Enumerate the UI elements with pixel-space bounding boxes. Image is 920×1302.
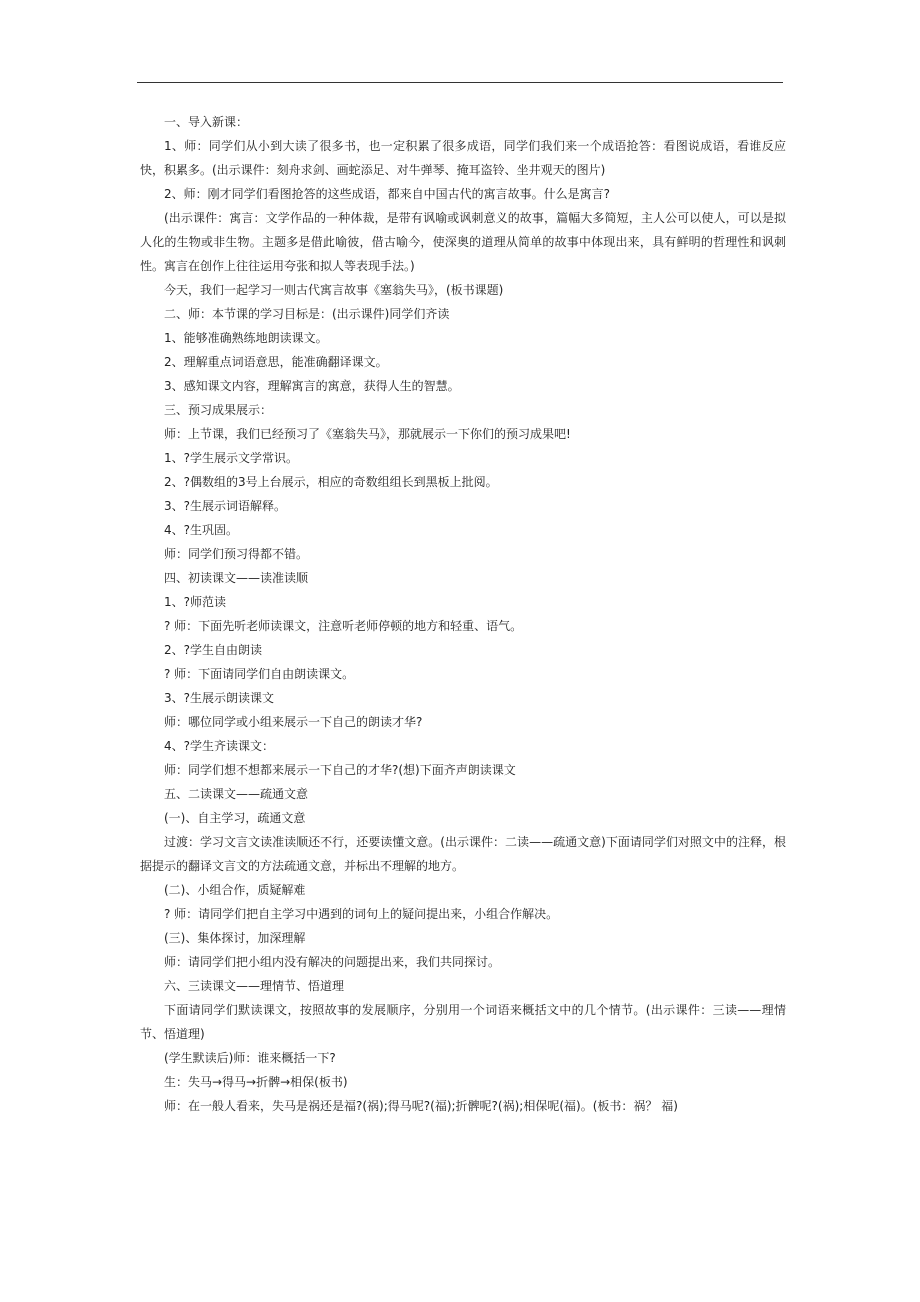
subsection-heading: (二)、小组合作，质疑解难	[164, 883, 306, 897]
paragraph: 2、师：刚才同学们看图抢答的这些成语，都来自中国古代的寓言故事。什么是寓言?	[164, 187, 611, 201]
paragraph: 过渡：学习文言文读准读顺还不行，还要读懂文意。(出示课件：二读——疏通文意)下面请同学们对照文中的注释，根据提示的翻译文言文的方法疏通文意，并标出不理解的地方。	[140, 835, 786, 873]
list-item: 2、理解重点词语意思，能准确翻译课文。	[164, 355, 388, 369]
document-body	[140, 110, 786, 1118]
paragraph: ? 师：下面请同学们自由朗读课文。	[164, 667, 355, 681]
paragraph: ? 师：下面先听老师读课文，注意听老师停顿的地方和轻重、语气。	[164, 619, 523, 633]
paragraph: 师：上节课，我们已经预习了《塞翁失马》，那就展示一下你们的预习成果吧!	[164, 427, 571, 441]
paragraph-section-5-heading: 五、二读课文——疏通文意	[164, 787, 309, 801]
paragraph: 下面请同学们默读课文，按照故事的发展顺序，分别用一个词语来概括文中的几个情节。(出示课件：三读——理情节、悟道理)	[140, 1003, 786, 1041]
header-rule	[137, 82, 783, 83]
paragraph-section-2-heading: 二、师：本节课的学习目标是：(出示课件)同学们齐读	[164, 307, 450, 321]
list-item: 3、?生展示词语解释。	[164, 499, 287, 513]
subsection-heading: (一)、自主学习，疏通文意	[164, 811, 306, 825]
list-item: 1、能够准确熟练地朗读课文。	[164, 331, 328, 345]
paragraph: 1、师：同学们从小到大读了很多书，也一定积累了很多成语，同学们我们来一个成语抢答：看图说成语，看谁反应快，积累多。(出示课件：刻舟求剑、画蛇添足、对牛弹琴、掩耳盗铃、坐井观天的图片)	[140, 139, 786, 177]
paragraph: 师：同学们预习得都不错。	[164, 547, 309, 561]
paragraph: 师：同学们想不想都来展示一下自己的才华?(想)下面齐声朗读课文	[164, 763, 516, 777]
list-item: 3、感知课文内容，理解寓言的寓意，获得人生的智慧。	[164, 379, 460, 393]
paragraph: (学生默读后)师：谁来概括一下?	[164, 1051, 336, 1065]
paragraph-section-1-heading: 一、导入新课：	[164, 115, 249, 129]
list-item: 3、?生展示朗读课文	[164, 691, 275, 705]
paragraph-section-6-heading: 六、三读课文——理情节、悟道理	[164, 979, 345, 993]
paragraph: 师：请同学们把小组内没有解决的问题提出来，我们共同探讨。	[164, 955, 501, 969]
paragraph: 生：失马→得马→折髀→相保(板书)	[164, 1075, 348, 1089]
list-item: 1、?学生展示文学常识。	[164, 451, 299, 465]
paragraph-section-3-heading: 三、预习成果展示：	[164, 403, 273, 417]
paragraph: 师：哪位同学或小组来展示一下自己的朗读才华?	[164, 715, 423, 729]
list-item: 2、?偶数组的3号上台展示，相应的奇数组组长到黑板上批阅。	[164, 475, 498, 489]
paragraph: (出示课件：寓言：文学作品的一种体裁，是带有讽喻或讽刺意义的故事，篇幅大多简短，主人公可以使人，可以是拟人化的生物或非生物。主题多是借此喻彼，借古喻今，使深奥的道理从简单的故事中体现出来，具有鲜明的哲理性和讽刺性。寓言在创作上往往运用夸张和拟人等表现手法。)	[140, 211, 786, 273]
list-item: 4、?生巩固。	[164, 523, 239, 537]
list-item: 2、?学生自由朗读	[164, 643, 263, 657]
paragraph: 师：在一般人看来，失马是祸还是福?(祸);得马呢?(福);折髀呢?(祸);相保呢(福)。(板书：祸？ 福)	[164, 1099, 678, 1113]
list-item: 4、?学生齐读课文：	[164, 739, 275, 753]
subsection-heading: (三)、集体探讨，加深理解	[164, 931, 306, 945]
paragraph-section-4-heading: 四、初读课文——读准读顺	[164, 571, 309, 585]
list-item: 1、?师范读	[164, 595, 227, 609]
paragraph: ? 师：请同学们把自主学习中遇到的词句上的疑问提出来，小组合作解决。	[164, 907, 559, 921]
paragraph: 今天，我们一起学习一则古代寓言故事《塞翁失马》，(板书课题)	[164, 283, 504, 297]
